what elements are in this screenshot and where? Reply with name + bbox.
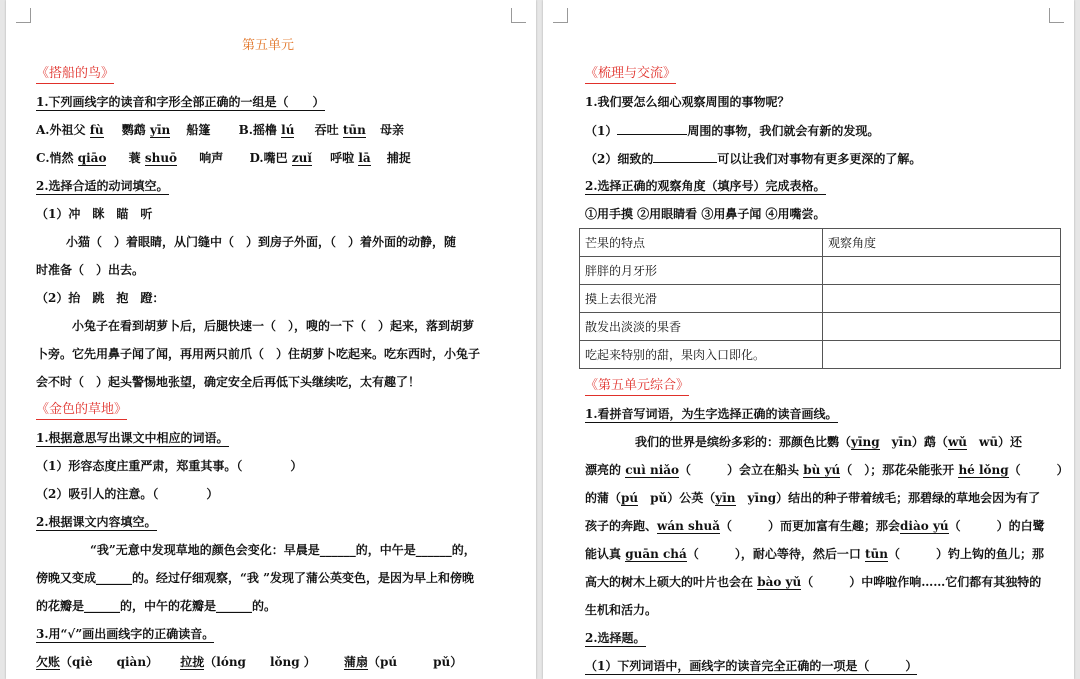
question-heading: 2.选择题。 [585,631,646,645]
question-item: （1） 周围的事物，我们就会有新的发现。 [585,124,880,138]
section-title: 《梳理与交流》 [585,66,676,84]
paragraph-line: “我”无意中发现草地的颜色会变化：早晨是______的，中午是______的， [90,543,476,557]
paragraph-line: 孩子的奔跑、wán shuǎ（ ）而更加富有生趣；那会diào yú（ ）的白鹭 [585,519,1045,533]
answer-cell[interactable] [823,285,1061,313]
table-row [580,341,1061,369]
section-title: 《搭船的鸟》 [36,66,114,84]
option-row: 欠账（qiè qiàn） 拉拢（lóng lǒng ） 蒲扇（pú pǔ） [36,655,463,669]
document-page-left [6,0,536,679]
question-item: （1）形容态度庄重严肃，郑重其事。（ ） [36,459,303,473]
table-row [580,285,1061,313]
table-row [580,313,1061,341]
paragraph-line: 能认真 guān chá（ ），耐心等待，然后一口 tūn（ ）钓上钩的鱼儿；那 [585,547,1045,561]
page-corner-mark [553,8,568,23]
paragraph-line: 小兔子在看到胡萝卜后，后腿快速一（ ），嗖的一下（ ）起来，落到胡萝 [72,319,475,333]
question-heading: 2.根据课文内容填空。 [36,515,157,529]
table-header-cell: 观察角度 [823,229,1061,257]
question-item: （2）细致的 可以让我们对事物有更多更深的了解。 [585,152,922,166]
question-heading: 1.下列画线字的读音和字形全部正确的一组是（ ） [36,95,325,109]
question-heading: 1.根据意思写出课文中相应的词语。 [36,431,229,445]
document-page-right [543,0,1074,679]
paragraph-line: 卜旁。它先用鼻子闻了闻，再用两只前爪（ ）住胡萝卜吃起来。吃东西时，小兔子 [36,347,481,361]
paragraph-line: 漂亮的 cuì niǎo（ ）会立在船头 bù yú（ ）；那花朵能张开 hé lǒng（ ） [585,463,1069,477]
paragraph-line: 的蒲（pú pǔ）公英（yīn yīng）结出的种子带着绒毛；那碧绿的草地会因为有了 [585,491,1041,505]
paragraph-line: 生机和活力。 [585,603,658,617]
table-cell: 摸上去很光滑 [580,285,823,313]
word-bank: （1）冲 眯 瞄 听 [36,207,153,221]
table-row [580,257,1061,285]
question-heading: 1.看拼音写词语，为生字选择正确的读音画线。 [585,407,838,421]
answer-cell[interactable] [823,257,1061,285]
table-header-row [580,229,1061,257]
paragraph-line: 傍晚又变成______的。经过仔细观察，“我 ”发现了蒲公英变色，是因为早上和傍晚 [36,571,474,585]
table-cell: 散发出淡淡的果香 [580,313,823,341]
table-cell: 吃起来特别的甜，果肉入口即化。 [580,341,823,369]
paragraph-line: 小猫（ ）着眼睛，从门缝中（ ）到房子外面，（ ）着外面的动静，随 [66,235,457,249]
question-item: （2）吸引人的注意。（ ） [36,487,219,501]
page-corner-mark [1049,8,1064,23]
word-bank: （2）抬 跳 抱 蹬： [36,291,165,305]
question-item: （1）下列词语中，画线字的读音完全正确的一项是（ ） [585,659,918,673]
option-row: C.悄然 qiāo 蓑 shuō 响声 D.嘴巴 zuǐ 呼啦 lā 捕捉 [36,151,411,165]
table-cell: 胖胖的月牙形 [580,257,823,285]
section-title: 《金色的草地》 [36,402,127,420]
page-corner-mark [16,8,31,23]
unit-title: 第五单元 [242,38,295,53]
table-header-cell: 芒果的特点 [580,229,823,257]
option-list: ①用手摸 ②用眼睛看 ③用鼻子闻 ④用嘴尝。 [585,207,826,221]
paragraph-line: 我们的世界是缤纷多彩的：那颜色比鹦（yīng yīn）鹉（wǔ wū）还 [635,435,1023,449]
paragraph-line: 会不时（ ）起头警惕地张望，确定安全后再低下头继续吃，太有趣了！ [36,375,421,389]
question-heading: 2.选择正确的观察角度（填序号）完成表格。 [585,179,826,193]
answer-cell[interactable] [823,341,1061,369]
option-row: A.外祖父 fù 鹦鹉 yīn 船篷 B.摇橹 lú 吞吐 tūn 母亲 [36,123,405,137]
paragraph-line: 时准备（ ）出去。 [36,263,145,277]
question-heading: 3.用“√”画出画线字的正确读音。 [36,627,215,641]
paragraph-line: 高大的树木上硕大的叶片也会在 bào yǔ（ ）中哗啦作响……它们都有其独特的 [585,575,1042,589]
question-heading: 1.我们要怎么细心观察周围的事物呢？ [585,95,790,109]
paragraph-line: 的花瓣是______的，中午的花瓣是______的。 [36,599,277,613]
answer-cell[interactable] [823,313,1061,341]
page-corner-mark [511,8,526,23]
section-title: 《第五单元综合》 [585,378,689,396]
observation-table [579,228,1061,369]
question-heading: 2.选择合适的动词填空。 [36,179,169,193]
